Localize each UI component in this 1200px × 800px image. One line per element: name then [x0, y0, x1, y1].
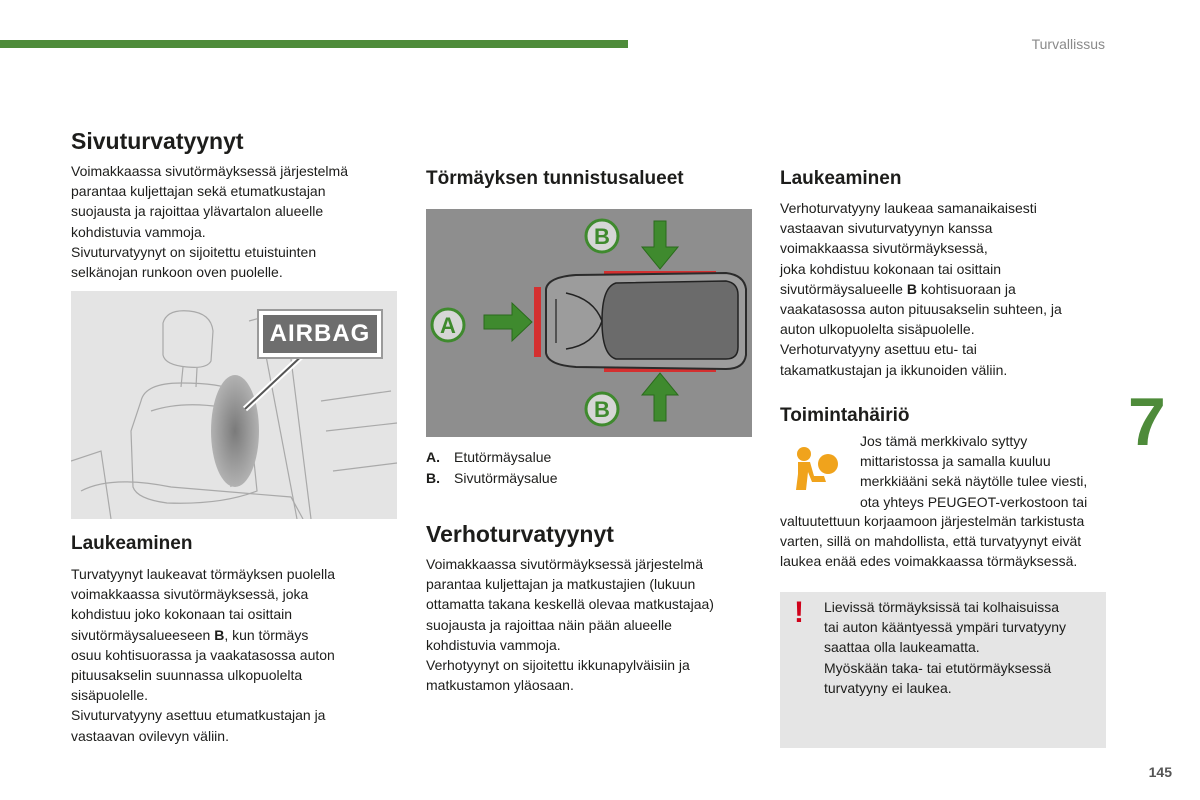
malfunction-text-indented — [860, 431, 1120, 512]
text-line: merkkiääni sekä näytölle tulee viesti, — [860, 473, 1088, 490]
page-number: 145 — [1148, 764, 1172, 780]
legend-item — [426, 447, 756, 468]
zone-letter: B — [214, 626, 225, 643]
text-line: kohdistuu joko kokonaan tai osittain — [71, 606, 293, 623]
text-line: ottamatta takana keskellä olevaa matkustajaa) — [426, 596, 714, 613]
zone-legend — [426, 447, 756, 488]
text-line: Turvatyynyt laukeavat törmäyksen puolella — [71, 566, 336, 582]
legend-key: A. — [426, 449, 440, 465]
section-title: Turvallissus — [1031, 36, 1105, 52]
side-deploy-text — [71, 564, 401, 746]
text-line: Jos tämä merkkivalo syttyy — [860, 433, 1028, 449]
text-line: Verhotyynyt on sijoitettu ikkunapylväisiin ja — [426, 657, 690, 674]
warning-note-text — [824, 597, 1094, 698]
airbag-warning-light-icon — [790, 444, 842, 490]
car-roof — [602, 281, 738, 359]
text-line: turvatyyny ei laukea. — [824, 679, 952, 696]
legend-key: B. — [426, 469, 440, 486]
zone-b-top-label: B — [594, 224, 610, 249]
text-line: parantaa kuljettajan ja matkustajien (lukuun — [426, 576, 696, 593]
text-line: Lievissä törmäyksissä tai kolhaisuissa — [824, 599, 1059, 615]
text-line: joka kohdistuu kokonaan tai osittain — [780, 260, 1002, 277]
detection-zones-diagram — [426, 209, 752, 437]
text-line: sisäpuolelle. — [71, 687, 149, 704]
warning-note-box — [780, 592, 1106, 748]
side-airbags-heading: Sivuturvatyynyt — [71, 128, 244, 154]
zone-letter: B — [906, 280, 917, 297]
text-line — [71, 625, 401, 645]
text-line: pituusakselin suunnassa ulkopuolelta — [71, 667, 303, 684]
text-segment: sivutörmäysalueeseen B, kun törmäys — [71, 626, 309, 643]
header-rule — [0, 40, 628, 48]
text-line: suojausta ja rajoittaa näin pään alueelle — [426, 616, 672, 633]
zone-a-band — [534, 287, 541, 357]
text-line: mittaristossa ja samalla kuuluu — [860, 453, 1051, 470]
text-line: laukea enää edes voimakkaassa törmäyksessä. — [780, 553, 1078, 570]
text-line: Verhoturvatyyny asettuu etu- tai — [780, 341, 977, 358]
exclamation-icon: ! — [794, 596, 804, 629]
zone-b-bottom-label: B — [594, 397, 610, 422]
text-line: osuu kohtisuorassa ja vaakatasossa auton — [71, 646, 335, 663]
legend-item — [426, 468, 756, 489]
legend-text: Sivutörmäysalue — [454, 469, 558, 486]
text-line: voimakkaassa sivutörmäyksessä, — [780, 240, 988, 257]
text-line: tai auton kääntyessä ympäri turvatyyny — [824, 619, 1067, 636]
text-line — [780, 279, 1115, 299]
curtain-airbags-text — [426, 554, 756, 695]
text-line: matkustamon yläosaan. — [426, 677, 574, 694]
text-line: ota yhteys PEUGEOT-verkostoon tai — [860, 493, 1088, 510]
chapter-number: 7 — [1128, 384, 1166, 460]
malfunction-text — [780, 511, 1125, 572]
text-line: Sivuturvatyynyt on sijoitettu etuistuinten — [71, 243, 317, 260]
text-line: vastaavan ovilevyn väliin. — [71, 727, 229, 744]
text-line: takamatkustajan ja ikkunoiden väliin. — [780, 361, 1008, 378]
text-line: valtuutettuun korjaamoon järjestelmän tarkistusta — [780, 513, 1085, 529]
airbag-label-badge — [257, 309, 383, 359]
airbag-label-text: AIRBAG — [263, 315, 377, 353]
text-line: suojausta ja rajoittaa ylävartalon alueelle — [71, 203, 324, 220]
curtain-airbags-heading: Verhoturvatyynyt — [426, 521, 614, 547]
text-line: voimakkaassa sivutörmäyksessä, joka — [71, 586, 309, 603]
text-line: selkänojan runkoon oven puolelle. — [71, 264, 283, 281]
zone-a-label: A — [440, 313, 456, 338]
curtain-deploy-text — [780, 198, 1115, 380]
text-line: auton ulkopuolelta sisäpuolelle. — [780, 321, 975, 338]
text-line: kohdistuvia vammoja. — [71, 223, 206, 240]
text-line: Voimakkaassa sivutörmäyksessä järjestelmä — [426, 556, 703, 572]
seat-airbag-illustration — [71, 291, 397, 519]
text-line: Voimakkaassa sivutörmäyksessä järjestelmä — [71, 163, 348, 179]
text-line: vaakatasossa auton pituusakselin suhteen, ja — [780, 301, 1062, 318]
text-line: saattaa olla laukeamatta. — [824, 639, 980, 656]
side-deploy-heading: Laukeaminen — [71, 533, 193, 554]
car-top-view — [426, 209, 752, 437]
deployed-airbag-shape — [211, 375, 259, 487]
legend-text: Etutörmäysalue — [454, 449, 552, 465]
curtain-deploy-heading: Laukeaminen — [780, 168, 902, 189]
malfunction-heading: Toimintahäiriö — [780, 405, 910, 426]
text-line: Sivuturvatyyny asettuu etumatkustajan ja — [71, 707, 326, 724]
text-line: varten, sillä on mahdollista, että turvatyynyt eivät — [780, 533, 1082, 550]
text-line: Myöskään taka- tai etutörmäyksessä — [824, 659, 1052, 676]
text-line: parantaa kuljettajan sekä etumatkustajan — [71, 183, 326, 200]
detection-zones-heading: Törmäyksen tunnistusalueet — [426, 168, 684, 189]
text-line: Verhoturvatyyny laukeaa samanaikaisesti — [780, 200, 1037, 216]
side-airbags-intro — [71, 161, 401, 282]
text-line: kohdistuvia vammoja. — [426, 636, 561, 653]
text-segment: sivutörmäysalueelle B kohtisuoraan ja — [780, 280, 1016, 297]
text-line: vastaavan sivuturvatyynyn kanssa — [780, 220, 993, 237]
